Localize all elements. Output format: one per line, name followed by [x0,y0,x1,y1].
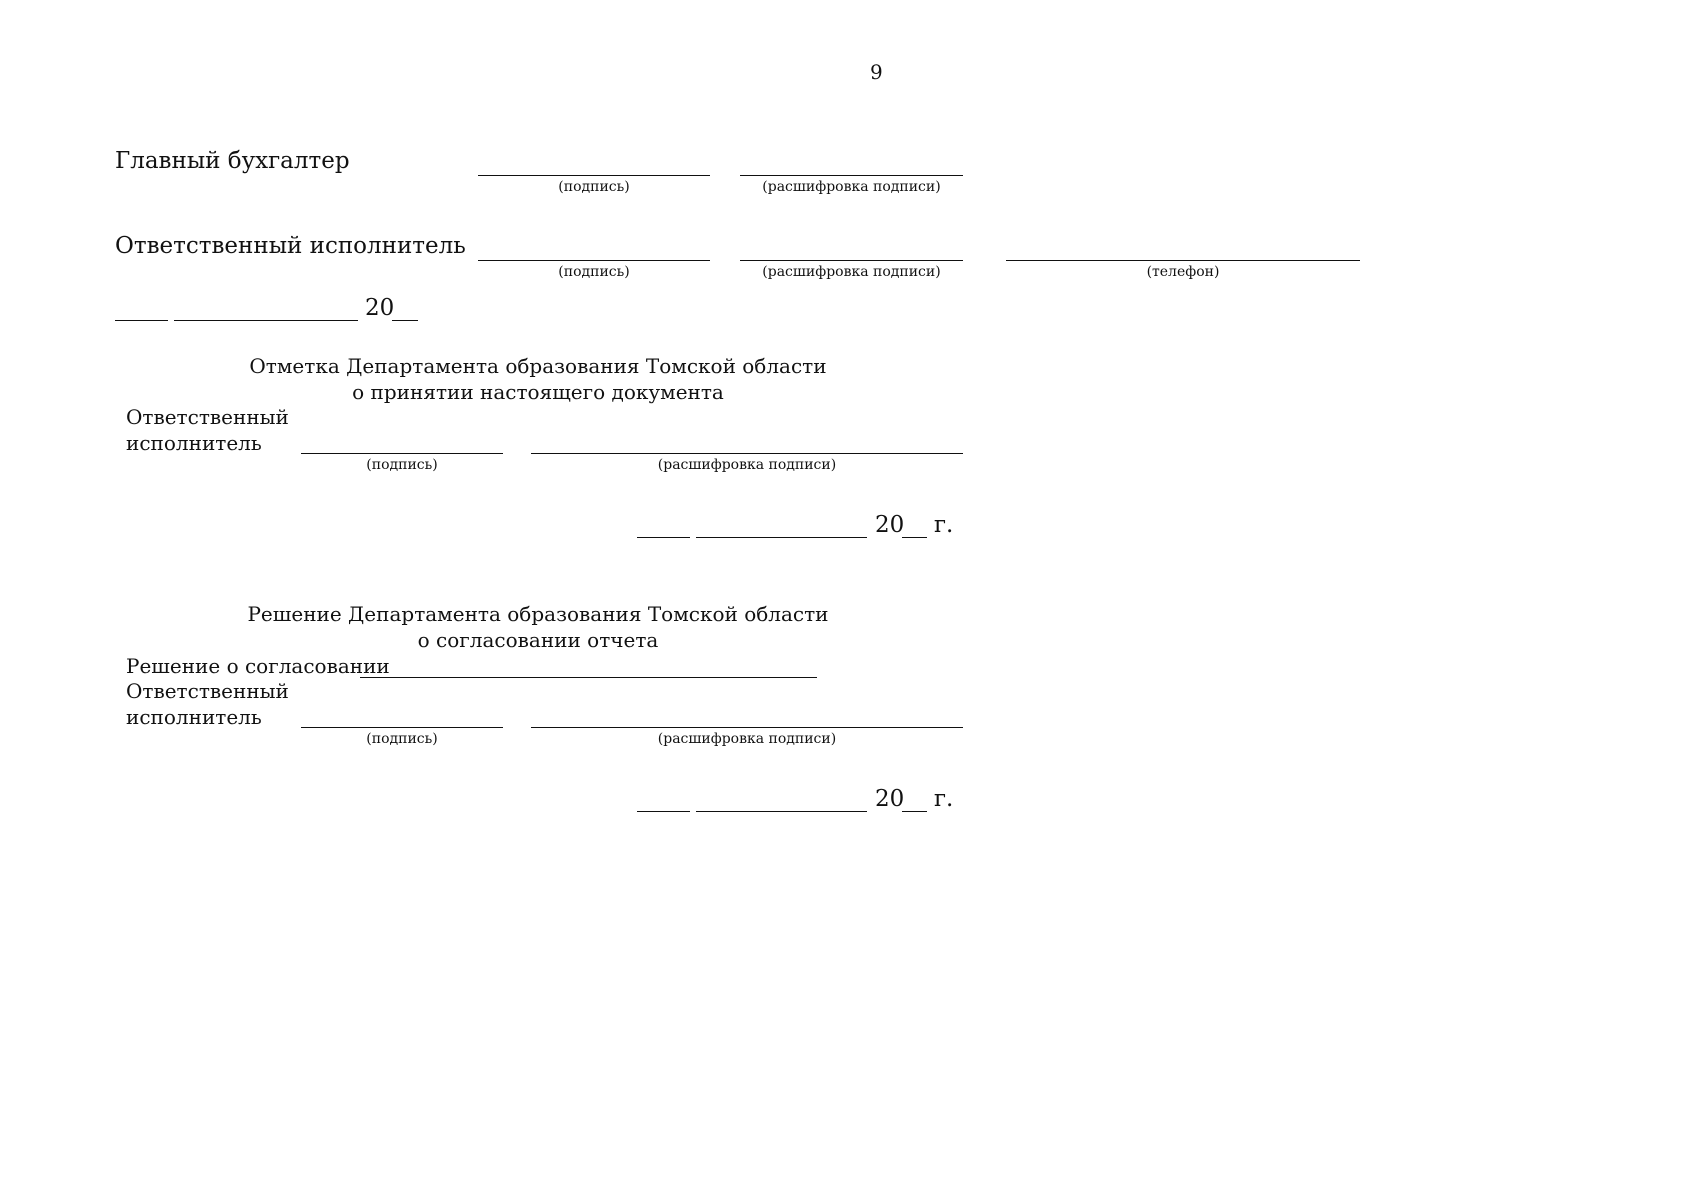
decision-responsible-label-line2: исполнитель [126,705,262,729]
date-day-line [115,320,168,321]
decision-date-year-prefix: 20 [875,786,905,812]
responsible-decoding-line [740,260,963,261]
decision-date-month-line [696,811,867,812]
mark-date-year-line [902,537,927,538]
decision-responsible-label-line1: Ответственный [126,679,289,703]
mark-signature-caption: (подпись) [366,457,438,473]
responsible-phone-line [1006,260,1360,261]
decision-date-year-line [902,811,927,812]
mark-date-day-line [637,537,690,538]
responsible-signature-caption: (подпись) [558,264,630,280]
decision-date-suffix: г. [934,786,954,812]
decision-section-subtitle: о согласовании отчета [417,628,659,652]
date-year-prefix: 20 [365,295,395,321]
page-number: 9 [870,60,883,84]
decision-approval-line [360,677,817,678]
mark-decoding-caption: (расшифровка подписи) [657,457,837,473]
mark-section-title: Отметка Департамента образования Томской области [249,354,827,378]
chief-accountant-label: Главный бухгалтер [115,148,350,174]
decision-section-title: Решение Департамента образования Томской области [247,602,829,626]
decision-approval-label: Решение о согласовании [126,654,390,678]
mark-date-month-line [696,537,867,538]
mark-date-suffix: г. [934,512,954,538]
responsible-signature-line [478,260,710,261]
decision-decoding-line [531,727,963,728]
chief-accountant-signature-line [478,175,710,176]
date-month-line [174,320,358,321]
mark-decoding-line [531,453,963,454]
responsible-phone-caption: (телефон) [1146,264,1220,280]
mark-signature-line [301,453,503,454]
decision-signature-line [301,727,503,728]
decision-signature-caption: (подпись) [366,731,438,747]
date-year-line [392,320,418,321]
mark-responsible-label-line2: исполнитель [126,431,262,455]
chief-accountant-signature-caption: (подпись) [558,179,630,195]
chief-accountant-decoding-caption: (расшифровка подписи) [762,179,941,195]
mark-section-subtitle: о принятии настоящего документа [352,380,724,404]
decision-decoding-caption: (расшифровка подписи) [657,731,837,747]
responsible-executor-label: Ответственный исполнитель [115,233,466,259]
mark-date-year-prefix: 20 [875,512,905,538]
mark-responsible-label-line1: Ответственный [126,405,289,429]
chief-accountant-decoding-line [740,175,963,176]
decision-date-day-line [637,811,690,812]
responsible-decoding-caption: (расшифровка подписи) [762,264,941,280]
